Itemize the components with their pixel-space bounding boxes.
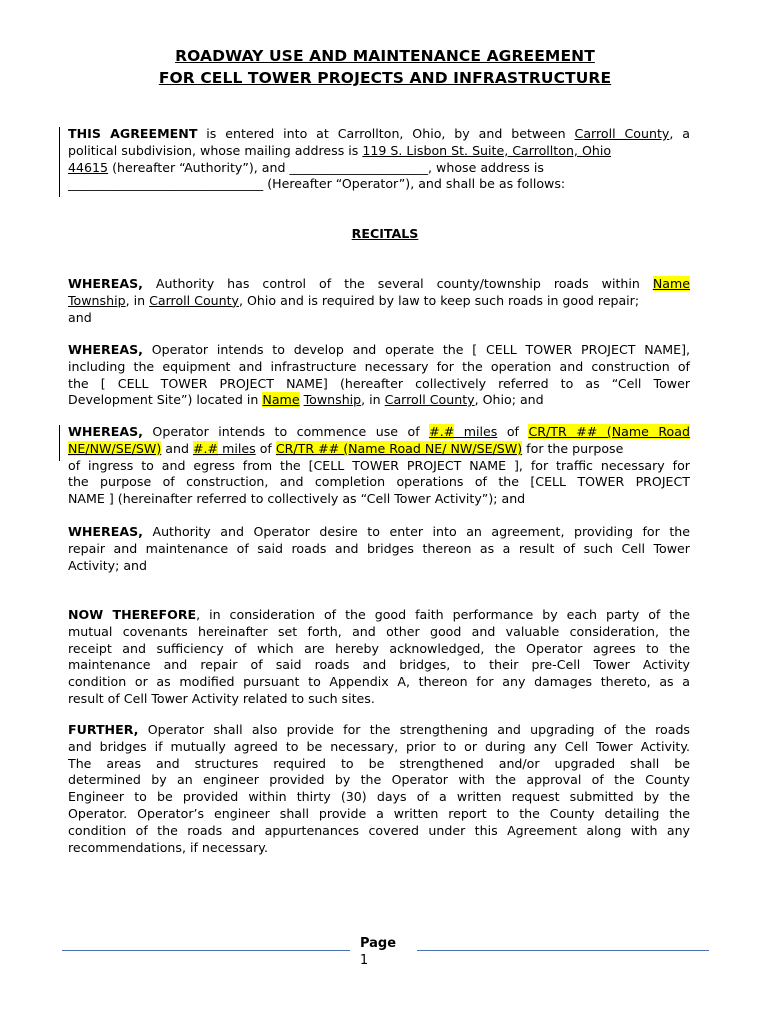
page-label: Page (359, 936, 397, 951)
intro-county: Carroll County (574, 126, 670, 141)
recitals-heading: RECITALS (351, 226, 419, 241)
miles-placeholder-1: #.# (429, 424, 455, 439)
miles-placeholder-2: #.# (193, 440, 219, 456)
intro-line-2: political subdivision, whose mailing address is 119 S. Lisbon St. Suite, Carrollton, Ohio (68, 142, 612, 158)
footer-rule-left (62, 950, 350, 951)
whereas-paragraph-1: WHEREAS, Authority has control of the several county/township roads within Name Township, in Carroll County, Ohio and is required by law to keep such roads in good repair; and (68, 276, 690, 325)
operator-name-blank: ______________________ (289, 159, 429, 175)
further-paragraph: FURTHER, Operator shall also provide for the strengthening and upgrading of the roads and bridges if mutually agreed to be necessary, prior to or during any Cell Tower Activity. The areas and structures required to be strengthened and/or upgraded shall be determined by an engineer provided by the Operator with the approval of the County Engineer to be provided within thirty (30) days of a written request submitted by the Operator. Operator’s engineer shall provide a written report to the County detailing the condition of the roads and appurtenances covered under this Agreement along with any recommendations, if necessary. (68, 722, 690, 855)
title-line-1: ROADWAY USE AND MAINTENANCE AGREEMENT (175, 47, 595, 65)
whereas-paragraph-3: WHEREAS, Operator intends to commence use of #.# miles of CR/TR ## (Name Road NE/NW/SE/SW) and #.# miles of CR/TR ## (Name Road NE/ NW/SE/SW) for the purpose of ingress to and egress from the [CELL TOWER PROJECT NAME ], for traffic necessary for the purpose of construction, and completion operations of the [CELL TOWER PROJECT NAME ] (hereinafter referred to collectively as “Cell Tower Activity”); and (68, 424, 690, 507)
whereas-paragraph-2: WHEREAS, Operator intends to develop and operate the [ CELL TOWER PROJECT NAME], including the equipment and infrastructure necessary for the operation and construction of the [ CELL TOWER PROJECT NAME] (hereafter collectively referred to as “Cell Tower Development Site”) located in Name Township, in Carroll County, Ohio; and (68, 342, 690, 408)
footer-rule-right (417, 950, 709, 951)
intro-lead: THIS AGREEMENT (68, 126, 198, 141)
change-bar-2 (59, 425, 60, 461)
now-therefore-paragraph: NOW THEREFORE, in consideration of the good faith performance by each party of the mutual covenants hereinafter set forth, and other good and valuable consideration, the receipt and sufficiency of which are hereby acknowledged, the Operator agrees to the maintenance and repair of said roads and bridges, to their pre-Cell Tower Activity condition or as modified pursuant to Appendix A, thereon for any damages thereto, as a result of Cell Tower Activity related to such sites. (68, 607, 690, 706)
intro-address: 119 S. Lisbon St. Suite, Carrollton, Ohio (362, 142, 612, 158)
intro-line-1: THIS AGREEMENT is entered into at Carrollton, Ohio, by and between Carroll County, a (68, 126, 690, 141)
road-placeholder-2: CR/TR ## (Name Road NE/ NW/SE/SW) (275, 440, 523, 456)
intro-line-4: _______________________________ (Hereafter “Operator”), and shall be as follows: (68, 176, 566, 192)
intro-line-3: 44615 (hereafter “Authority”), and ______________________, whose address is (68, 159, 544, 175)
whereas-paragraph-4: WHEREAS, Authority and Operator desire to enter into an agreement, providing for the repair and maintenance of said roads and bridges thereon as a result of such Cell Tower Activity; and (68, 524, 690, 573)
title-line-2: FOR CELL TOWER PROJECTS AND INFRASTRUCTURE (158, 69, 612, 87)
page-number: 1 (359, 953, 369, 968)
intro-zip: 44615 (68, 159, 109, 175)
change-bar (59, 127, 60, 197)
township-name-placeholder-2: Name (262, 392, 300, 408)
road-placeholder-1: CR/TR ## (Name Road (528, 424, 690, 439)
township-name-placeholder: Name (652, 276, 690, 291)
operator-address-blank: _______________________________ (68, 176, 264, 192)
intro-paragraph (68, 126, 690, 193)
